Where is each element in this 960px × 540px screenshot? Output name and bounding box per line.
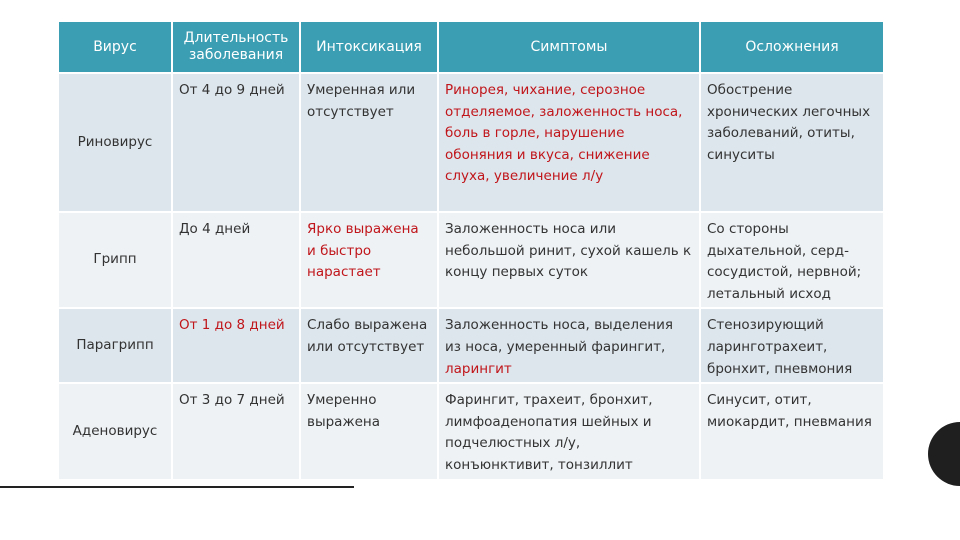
cell-symptoms: [438, 308, 700, 383]
cell-virus: Грипп: [58, 212, 172, 308]
cell-duration: От 4 до 9 дней: [172, 73, 300, 212]
cell-duration: От 1 до 8 дней: [172, 308, 300, 383]
cell-complications: Со стороны дыхательной, серд-сосудистой, нервной; летальный исход: [700, 212, 884, 308]
header-duration: Длительность заболевания: [172, 21, 300, 73]
table-row-rhinovirus: [58, 73, 884, 212]
symptoms-main-text: Заложенность носа, выделения из носа, умеренный фарингит,: [445, 317, 674, 355]
decorative-underline: [0, 486, 354, 488]
cell-symptoms: Фарингит, трахеит, бронхит, лимфоаденопатия шейных и подчелюстных л/у, конъюнктивит, тонзиллит: [438, 383, 700, 479]
table-row-adenovirus: [58, 383, 884, 479]
cell-duration: От 3 до 7 дней: [172, 383, 300, 479]
header-symptoms: Симптомы: [438, 21, 700, 73]
cell-symptoms: Заложенность носа или небольшой ринит, сухой кашель к концу первых суток: [438, 212, 700, 308]
header-intoxication: Интоксикация: [300, 21, 438, 73]
cell-intoxication: Умеренно выражена: [300, 383, 438, 479]
cell-intoxication: Ярко выражена и быстро нарастает: [300, 212, 438, 308]
header-complications: Осложнения: [700, 21, 884, 73]
cell-intoxication: Умеренная или отсутствует: [300, 73, 438, 212]
corner-circle-decoration: [928, 422, 960, 486]
cell-complications: Стенозирующий ларинготрахеит, бронхит, пневмония: [700, 308, 884, 383]
table-row-parainfluenza: [58, 308, 884, 383]
cell-virus: Риновирус: [58, 73, 172, 212]
cell-intoxication: Слабо выражена или отсутствует: [300, 308, 438, 383]
cell-complications: Синусит, отит, миокардит, пневмания: [700, 383, 884, 479]
header-virus: Вирус: [58, 21, 172, 73]
table-row-influenza: [58, 212, 884, 308]
cell-complications: Обострение хронических легочных заболеваний, отиты, синуситы: [700, 73, 884, 212]
cell-virus: Парагрипп: [58, 308, 172, 383]
virus-comparison-table: [57, 20, 885, 481]
cell-virus: Аденовирус: [58, 383, 172, 479]
header-row: [58, 21, 884, 73]
cell-symptoms: Ринорея, чихание, серозное отделяемое, заложенность носа, боль в горле, нарушение обоняния и вкуса, снижение слуха, увеличение л/у: [438, 73, 700, 212]
symptoms-highlight-text: ларингит: [445, 360, 512, 377]
cell-duration: До 4 дней: [172, 212, 300, 308]
